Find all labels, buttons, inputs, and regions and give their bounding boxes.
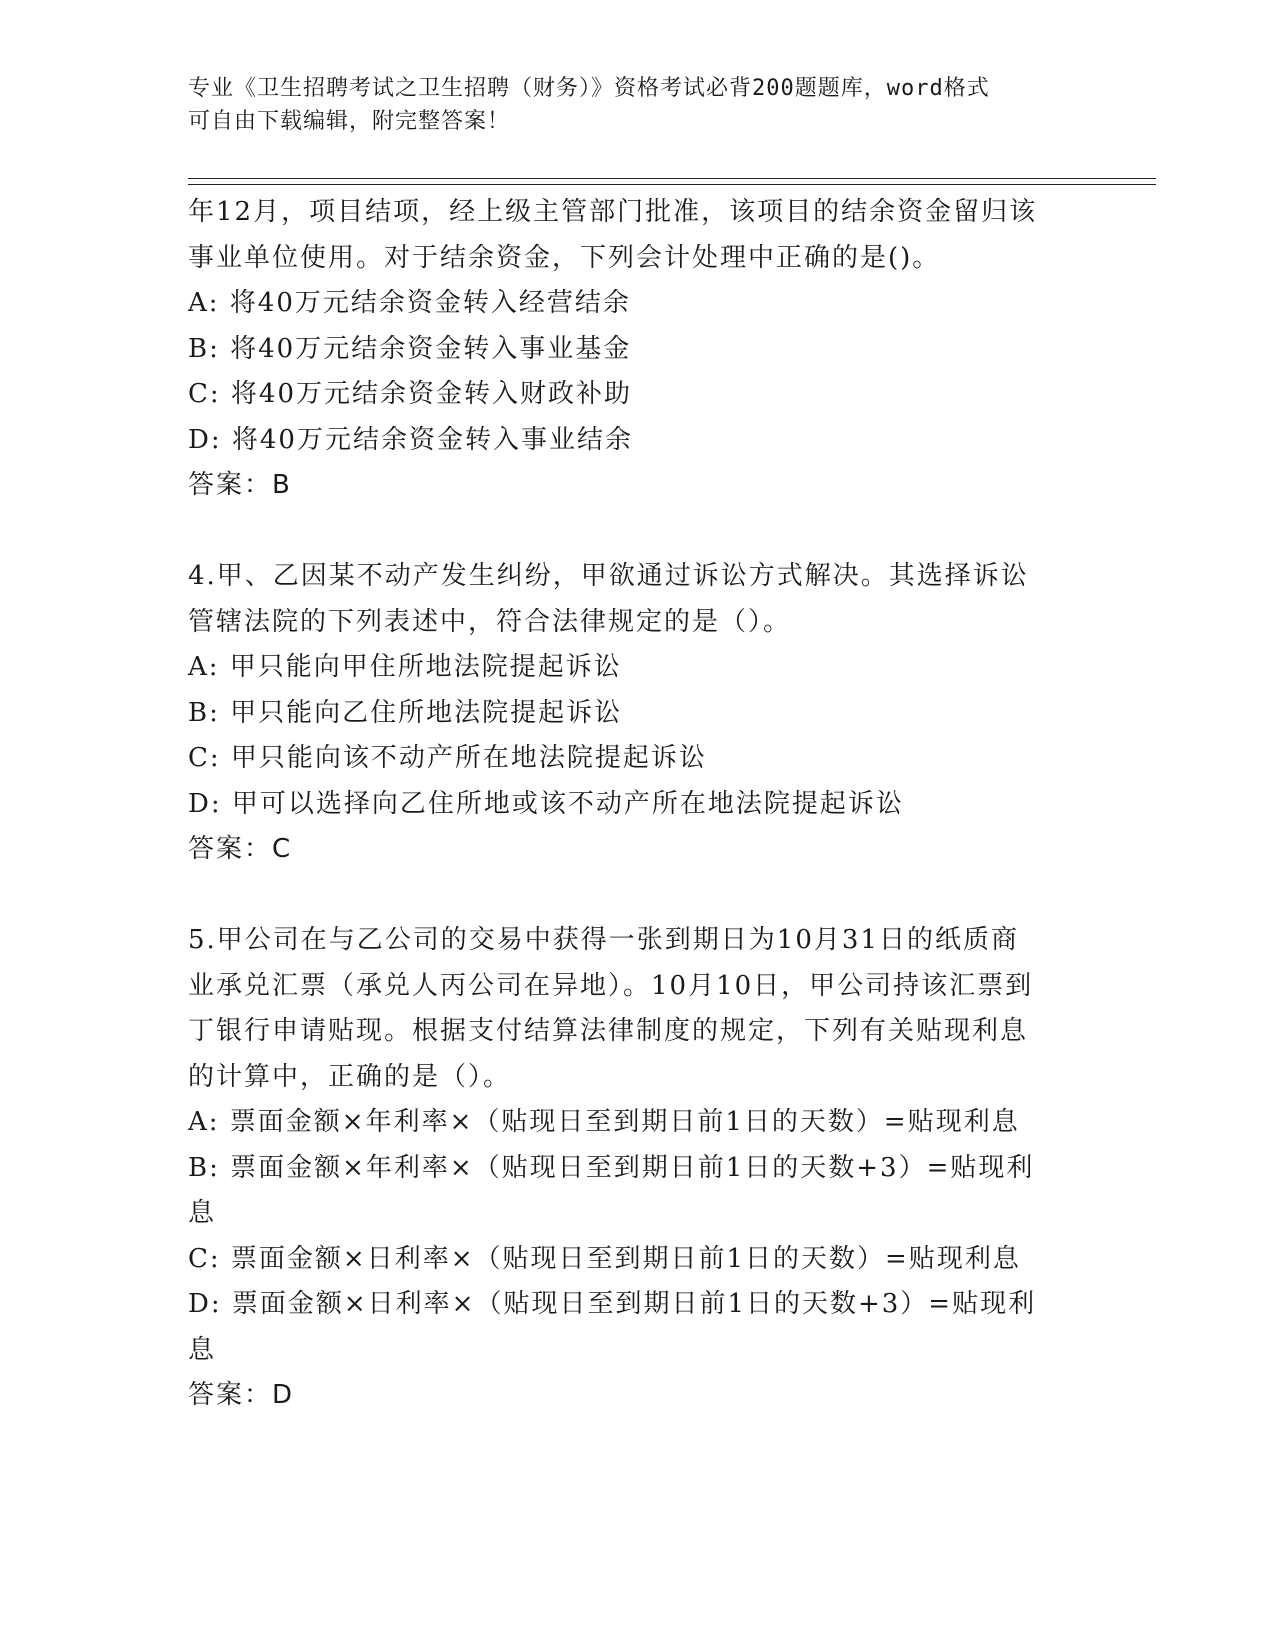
header-divider-bottom bbox=[188, 184, 1156, 185]
question-stem-line: 5.甲公司在与乙公司的交易中获得一张到期日为10月31日的纸质商 bbox=[188, 925, 1019, 955]
option-a: A: 将40万元结余资金转入经营结余 bbox=[188, 288, 631, 318]
option-d: D: 将40万元结余资金转入事业结余 bbox=[188, 424, 633, 455]
header-line-2: 可自由下载编辑，附完整答案！ bbox=[188, 109, 511, 134]
option-d: D: 票面金额×日利率×（贴现日至到期日前1日的天数+3）=贴现利 bbox=[188, 1289, 1037, 1319]
header-divider-top bbox=[188, 178, 1156, 179]
answer-label: 答案：D bbox=[188, 1380, 295, 1410]
question-stem-line: 的计算中，正确的是（）。 bbox=[188, 1061, 512, 1092]
question-5 bbox=[188, 918, 1088, 1419]
question-content bbox=[188, 190, 1088, 1419]
option-c: C: 甲只能向该不动产所在地法院提起诉讼 bbox=[188, 743, 707, 773]
option-b: B: 甲只能向乙住所地法院提起诉讼 bbox=[188, 697, 623, 728]
question-3 bbox=[188, 190, 1088, 509]
question-stem-line: 4.甲、乙因某不动产发生纠纷，甲欲通过诉讼方式解决。其选择诉讼 bbox=[188, 561, 1029, 591]
answer-label: 答案：B bbox=[188, 470, 292, 500]
question-stem-line: 管辖法院的下列表述中，符合法律规定的是（）。 bbox=[188, 606, 792, 637]
answer-label: 答案：C bbox=[188, 834, 293, 864]
option-d-continued: 息 bbox=[188, 1334, 217, 1365]
option-b-continued: 息 bbox=[188, 1198, 217, 1228]
option-a: A: 票面金额×年利率×（贴现日至到期日前1日的天数）=贴现利息 bbox=[188, 1107, 1020, 1137]
option-c: C: 票面金额×日利率×（贴现日至到期日前1日的天数）=贴现利息 bbox=[188, 1243, 1021, 1274]
question-stem-line: 事业单位使用。对于结余资金，下列会计处理中正确的是()。 bbox=[188, 242, 941, 273]
option-b: B: 将40万元结余资金转入事业基金 bbox=[188, 333, 632, 364]
option-a: A: 甲只能向甲住所地法院提起诉讼 bbox=[188, 652, 622, 682]
spacer bbox=[188, 873, 1088, 919]
question-stem-line: 业承兑汇票（承兑人丙公司在异地）。10月10日，甲公司持该汇票到 bbox=[188, 970, 1034, 1001]
document-header bbox=[188, 72, 1088, 138]
question-stem-line: 丁银行申请贴现。根据支付结算法律制度的规定，下列有关贴现利息 bbox=[188, 1016, 1029, 1046]
option-c: C: 将40万元结余资金转入财政补助 bbox=[188, 379, 633, 409]
question-4 bbox=[188, 554, 1088, 873]
option-b: B: 票面金额×年利率×（贴现日至到期日前1日的天数+3）=贴现利 bbox=[188, 1152, 1035, 1183]
header-line-1: 专业《卫生招聘考试之卫生招聘（财务）》资格考试必背200题题库，word格式 bbox=[188, 76, 990, 101]
option-d: D: 甲可以选择向乙住所地或该不动产所在地法院提起诉讼 bbox=[188, 788, 904, 819]
spacer bbox=[188, 509, 1088, 555]
question-stem-line: 年12月，项目结项，经上级主管部门批准，该项目的结余资金留归该 bbox=[188, 197, 1038, 227]
